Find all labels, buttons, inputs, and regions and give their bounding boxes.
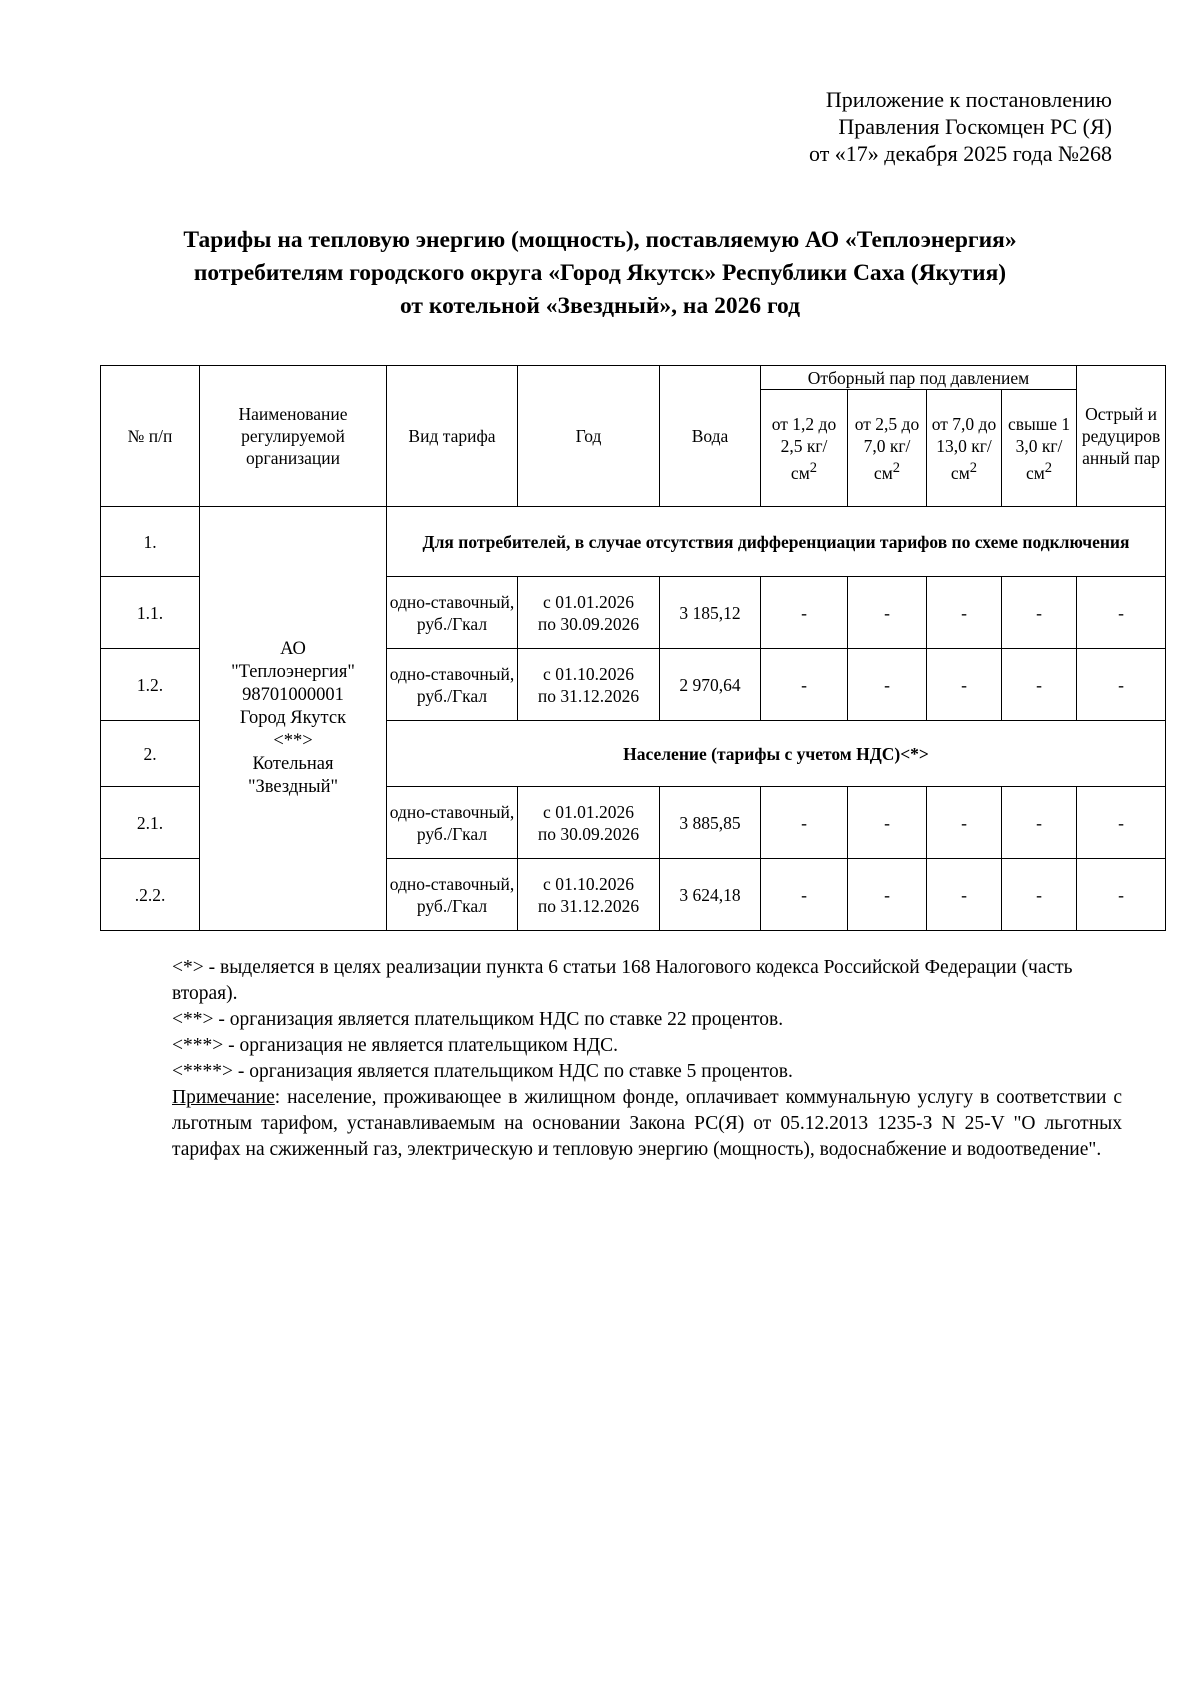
row-period [518, 787, 660, 859]
header-steam-1-label: от 1,2 до 2,5 кг/ [771, 413, 837, 456]
row-sharp-steam: - [1077, 649, 1166, 721]
header-num: № п/п [101, 366, 200, 507]
header-steam-2-label: от 2,5 до 7,0 кг/ [854, 413, 920, 456]
header-steam-1-unit-exp: 2 [809, 459, 818, 476]
row-period-to: по 30.09.2026 [537, 823, 640, 844]
row-steam-1: - [761, 649, 848, 721]
appendix-line-3: от «17» декабря 2025 года №268 [808, 141, 1112, 166]
footnote-4: <****> - организация является плательщиком НДС по ставке 5 процентов. [172, 1061, 793, 1082]
row-steam-3: - [927, 859, 1002, 931]
row-steam-2: - [848, 577, 927, 649]
row-sharp-steam: - [1077, 577, 1166, 649]
footnote-2: <**> - организация является плательщиком НДС по ставке 22 процентов. [172, 1009, 784, 1030]
header-steam-3 [927, 390, 1002, 507]
header-steam-4-unit: см [1025, 462, 1045, 483]
row-steam-4: - [1002, 649, 1077, 721]
title-line-2: потребителям городского округа «Город Якутск» Республики Саха (Якутия) [193, 260, 1007, 286]
section-row-1 [101, 507, 1166, 577]
row-water: 3 624,18 [660, 859, 761, 931]
remark-label: Примечание [172, 1087, 275, 1108]
row-sharp-steam: - [1077, 859, 1166, 931]
row-steam-3: - [927, 577, 1002, 649]
row-steam-1: - [761, 859, 848, 931]
org-line-4: Город Якутск [239, 708, 347, 728]
appendix-line-2: Правления Госкомцен РС (Я) [838, 114, 1112, 139]
header-steam-3-label: от 7,0 до 13,0 кг/ [931, 413, 997, 456]
row-steam-4: - [1002, 577, 1077, 649]
row-steam-1: - [761, 787, 848, 859]
row-period-from: с 01.10.2026 [543, 873, 634, 894]
row-period-to: по 30.09.2026 [537, 613, 640, 634]
row-sharp-steam: - [1077, 787, 1166, 859]
footnotes [172, 955, 1122, 1163]
header-steam-group: Отборный пар под давлением [761, 366, 1077, 390]
row-steam-3: - [927, 649, 1002, 721]
remark [172, 1085, 1122, 1163]
row-num: .2.2. [101, 859, 200, 931]
header-steam-3-unit-exp: 2 [969, 459, 978, 476]
header-org: Наименование регулируемой организации [200, 366, 387, 507]
row-steam-2: - [848, 649, 927, 721]
footnote-3: <***> - организация не является плательщиком НДС. [172, 1035, 618, 1056]
org-line-7: "Звездный" [247, 777, 339, 797]
row-period-from: с 01.01.2026 [543, 801, 634, 822]
header-steam-2-unit: см [873, 462, 893, 483]
row-water: 2 970,64 [660, 649, 761, 721]
row-num: 2.1. [101, 787, 200, 859]
header-steam-2-unit-exp: 2 [892, 459, 901, 476]
row-tariff-type: одно-ставочный, руб./Гкал [387, 577, 518, 649]
row-tariff-type: одно-ставочный, руб./Гкал [387, 649, 518, 721]
table-header-row-1 [101, 366, 1166, 390]
row-water: 3 185,12 [660, 577, 761, 649]
section-1-num: 1. [101, 507, 200, 577]
tariff-table [100, 365, 1166, 931]
org-line-2: "Теплоэнергия" [231, 662, 355, 682]
row-num: 1.1. [101, 577, 200, 649]
row-period [518, 577, 660, 649]
header-steam-4 [1002, 390, 1077, 507]
row-period-from: с 01.10.2026 [543, 663, 634, 684]
header-sharp-steam: Острый и редуцированный пар [1077, 366, 1166, 507]
header-steam-4-unit-exp: 2 [1044, 459, 1053, 476]
row-period-from: с 01.01.2026 [543, 591, 634, 612]
row-steam-4: - [1002, 859, 1077, 931]
appendix-line-1: Приложение к постановлению [825, 87, 1112, 112]
section-2-num: 2. [101, 721, 200, 787]
header-steam-3-unit: см [950, 462, 970, 483]
title-line-3: от котельной «Звездный», на 2026 год [399, 293, 801, 319]
footnote-1: <*> - выделяется в целях реализации пункта 6 статьи 168 Налогового кодекса Российской Федерации (часть вторая). [172, 957, 1073, 1004]
header-steam-1 [761, 390, 848, 507]
header-water: Вода [660, 366, 761, 507]
row-steam-1: - [761, 577, 848, 649]
row-steam-2: - [848, 859, 927, 931]
row-period [518, 649, 660, 721]
org-line-1: АО [280, 639, 306, 659]
header-steam-4-label: свыше 13,0 кг/ [1007, 413, 1071, 456]
appendix-reference [512, 86, 1112, 167]
header-year: Год [518, 366, 660, 507]
row-num: 1.2. [101, 649, 200, 721]
section-1-title: Для потребителей, в случае отсутствия дифференциации тарифов по схеме подключения [387, 507, 1166, 577]
row-steam-3: - [927, 787, 1002, 859]
row-tariff-type: одно-ставочный, руб./Гкал [387, 859, 518, 931]
org-line-6: Котельная [252, 754, 334, 774]
row-steam-2: - [848, 787, 927, 859]
header-tariff-type: Вид тарифа [387, 366, 518, 507]
row-period-to: по 31.12.2026 [537, 895, 640, 916]
row-tariff-type: одно-ставочный, руб./Гкал [387, 787, 518, 859]
row-water: 3 885,85 [660, 787, 761, 859]
row-steam-4: - [1002, 787, 1077, 859]
org-line-5: <**> [273, 731, 313, 751]
header-steam-1-unit: см [790, 462, 810, 483]
org-line-3: 98701000001 [242, 685, 344, 705]
row-period-to: по 31.12.2026 [537, 685, 640, 706]
header-steam-2 [848, 390, 927, 507]
row-period [518, 859, 660, 931]
remark-text: : население, проживающее в жилищном фонде, оплачивает коммунальную услугу в соответствии с льготным тарифом, устанавливаемым на основании Закона РС(Я) от 05.12.2013 1235-З N 25-V "О льготных тарифах на сжиженный газ, электрическую и тепловую энергию (мощность), водоснабжение и водоотведение". [172, 1087, 1122, 1160]
section-2-title: Население (тарифы с учетом НДС)<*> [387, 721, 1166, 787]
organization-cell [200, 507, 387, 931]
title-line-1: Тарифы на тепловую энергию (мощность), поставляемую АО «Теплоэнергия» [183, 227, 1017, 253]
document-title [100, 224, 1100, 323]
